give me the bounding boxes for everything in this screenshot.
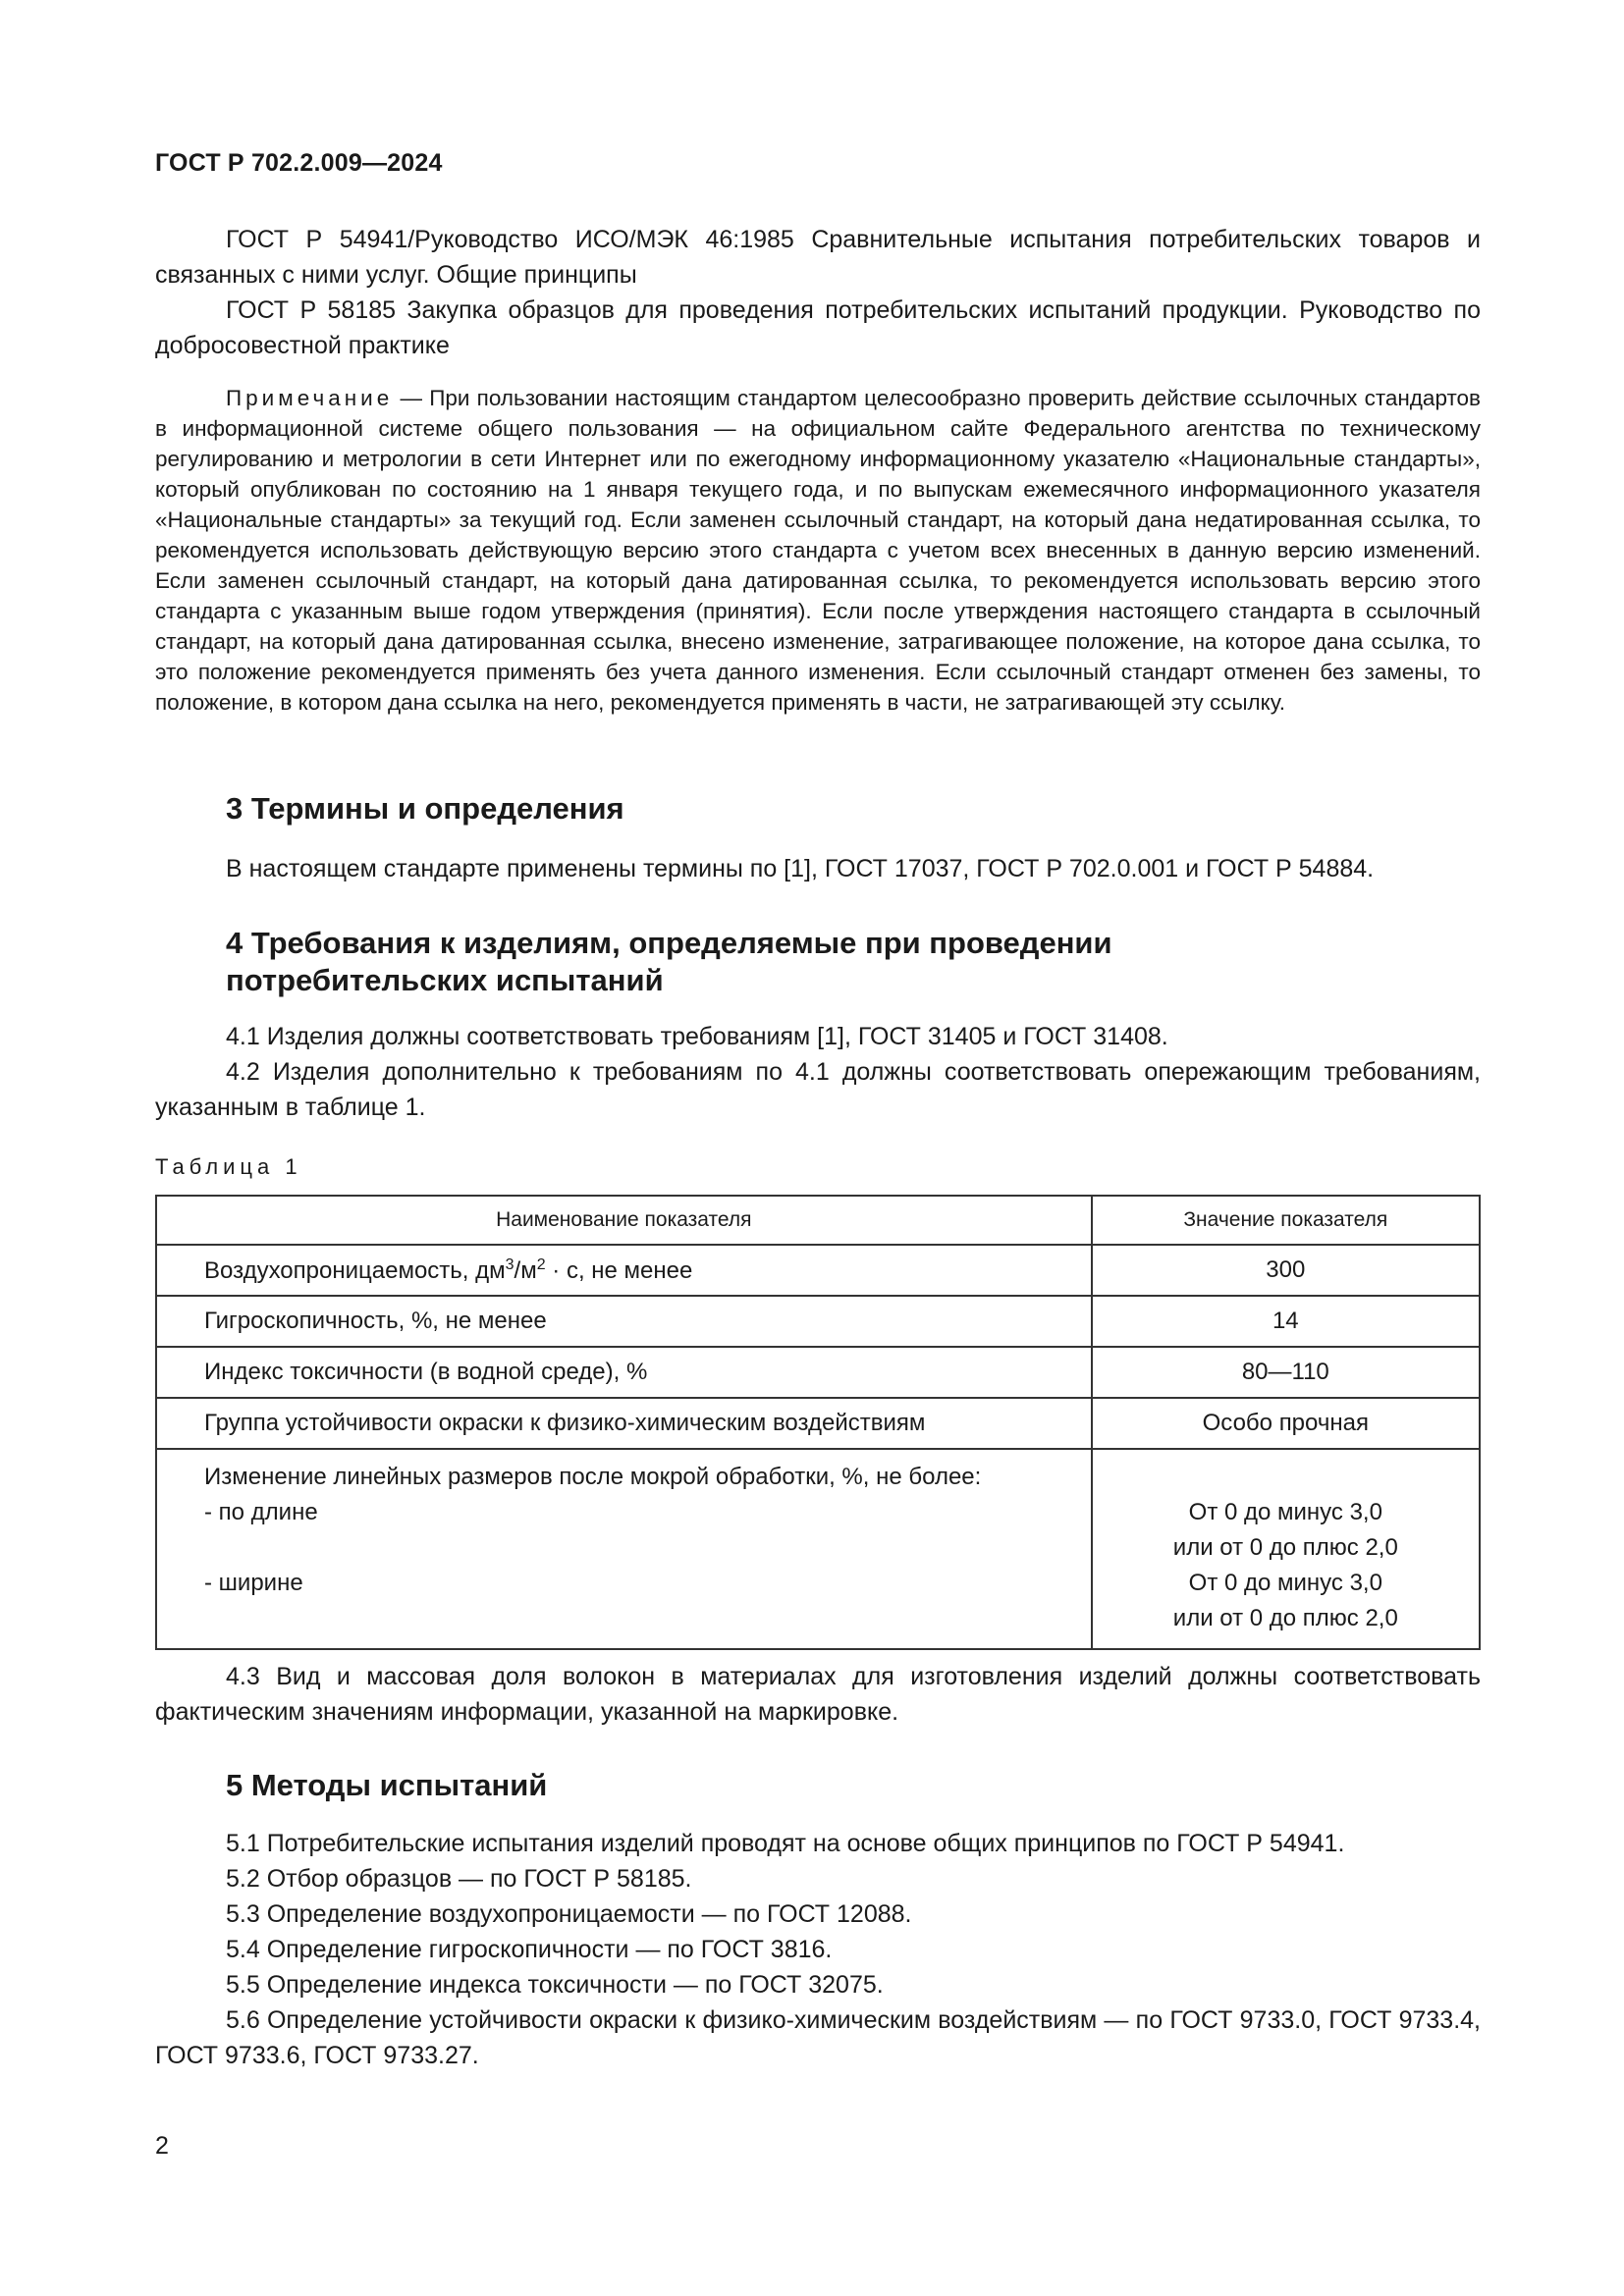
section-5-item: 5.3 Определение воздухопроницаемости — по ГОСТ 12088. [226,1900,912,1928]
table-cell: 80—110 [1092,1347,1480,1398]
row5-length-value: От 0 до минус 3,0 [1188,1499,1382,1525]
table-cell [1092,1449,1480,1649]
section-5-list [155,1826,1481,2073]
table-cell [156,1245,1092,1296]
row5-name: Изменение линейных размеров после мокрой обработки, %, не более: [204,1464,982,1490]
section-5-heading: 5 Методы испытаний [226,1768,548,1802]
table-caption: Таблица 1 [155,1154,302,1179]
row1-name-part: · с, не менее [545,1256,693,1284]
table-cell: 14 [1092,1296,1480,1347]
references-block [155,222,1481,363]
table-row [156,1296,1480,1347]
table-cell: Гигроскопичность, %, не менее [156,1296,1092,1347]
section-5-item: 5.5 Определение индекса токсичности — по ГОСТ 32075. [226,1971,884,1999]
section-4-heading-line1: 4 Требования к изделиям, определяемые при проведении [226,926,1112,960]
section-4-paragraph: 4.1 Изделия должны соответствовать требованиям [1], ГОСТ 31405 и ГОСТ 31408. [226,1023,1168,1050]
row5-width-value: или от 0 до плюс 2,0 [1172,1605,1398,1631]
section-4-paragraph: 4.3 Вид и массовая доля волокон в материалах для изготовления изделий должны соответствовать фактическим значениям информации, указанной на маркировке. [155,1663,1481,1726]
table-header-cell: Значение показателя [1092,1196,1480,1245]
row1-name-part: Воздухопроницаемость, дм [204,1256,506,1284]
note-paragraph [155,383,1481,718]
document-code-header: ГОСТ Р 702.2.009—2024 [155,149,443,177]
table-header-cell: Наименование показателя [156,1196,1092,1245]
table-row [156,1398,1480,1449]
row5-width-value: От 0 до минус 3,0 [1188,1570,1382,1596]
note-text: — При пользовании настоящим стандартом целесообразно проверить действие ссылочных стандартов в информационной системе общего пользования — на официальном сайте Федерального агентства по техническому регулированию и метрологии в сети Интернет или по ежегодному информационному указателю «Национальные стандарты», который опубликован по состоянию на 1 января текущего года, и по выпускам ежемесячного информационного указателя «Национальные стандарты» за текущий год. Если заменен ссылочный стандарт, на который дана недатированная ссылка, то рекомендуется использовать действующую версию этого стандарта с учетом всех внесенных в данную версию изменений. Если заменен ссылочный стандарт, на который дана датированная ссылка, то рекомендуется использовать версию этого стандарта с указанным выше годом утверждения (принятия). Если после утверждения настоящего стандарта в ссылочный стандарт, на который дана датированная ссылка, внесено изменение, затрагивающее положение, на которое дана ссылка, то это положение рекомендуется применять без учета данного изменения. Если ссылочный стандарт отменен без замены, то положение, в котором дана ссылка на него, рекомендуется применять в части, не затрагивающей эту ссылку. [155,386,1481,715]
section-5-item: 5.4 Определение гигроскопичности — по ГОСТ 3816. [226,1936,833,1963]
row5-length-value: или от 0 до плюс 2,0 [1172,1534,1398,1561]
row1-name-part: /м [514,1256,537,1284]
row5-sub-width: - ширине [204,1570,303,1596]
section-3 [155,790,1481,886]
reference-item: ГОСТ Р 58185 Закупка образцов для проведения потребительских испытаний продукции. Руководство по добросовестной практике [155,296,1481,359]
row1-superscript: 3 [505,1255,514,1273]
table-cell: Индекс токсичности (в водной среде), % [156,1347,1092,1398]
table-cell [156,1449,1092,1649]
table-header-row [156,1196,1480,1245]
table-row [156,1245,1480,1296]
note-label: Примечание [226,386,394,410]
table-row [156,1449,1480,1649]
table-row [156,1347,1480,1398]
note-block [155,383,1481,718]
page-number: 2 [155,2132,169,2160]
table-cell: Группа устойчивости окраски к физико-химическим воздействиям [156,1398,1092,1449]
row1-superscript: 2 [536,1255,546,1273]
section-4-heading-line2: потребительских испытаний [226,963,664,997]
table-1 [155,1195,1481,1650]
reference-item: ГОСТ Р 54941/Руководство ИСО/МЭК 46:1985 Сравнительные испытания потребительских товаров и связанных с ними услуг. Общие принципы [155,226,1481,289]
section-5-item: 5.2 Отбор образцов — по ГОСТ Р 58185. [226,1865,692,1893]
section-4-paragraph: 4.2 Изделия дополнительно к требованиям по 4.1 должны соответствовать опережающим требованиям, указанным в таблице 1. [155,1058,1481,1121]
row5-sub-length: - по длине [204,1499,318,1525]
section-4 [155,925,1481,1125]
section-4-3 [155,1659,1481,1730]
table-cell: 300 [1092,1245,1480,1296]
indicators-table [155,1195,1481,1650]
table-cell: Особо прочная [1092,1398,1480,1449]
section-5-item: 5.1 Потребительские испытания изделий проводят на основе общих принципов по ГОСТ Р 54941. [226,1830,1345,1857]
section-5 [155,1767,1481,2073]
section-3-text: В настоящем стандарте применены термины по [1], ГОСТ 17037, ГОСТ Р 702.0.001 и ГОСТ Р 54884. [226,855,1375,882]
section-3-heading: 3 Термины и определения [226,791,624,826]
table-1-caption [155,1154,1481,1180]
section-5-item: 5.6 Определение устойчивости окраски к физико-химическим воздействиям — по ГОСТ 9733.0, ГОСТ 9733.4, ГОСТ 9733.6, ГОСТ 9733.27. [155,2006,1481,2069]
